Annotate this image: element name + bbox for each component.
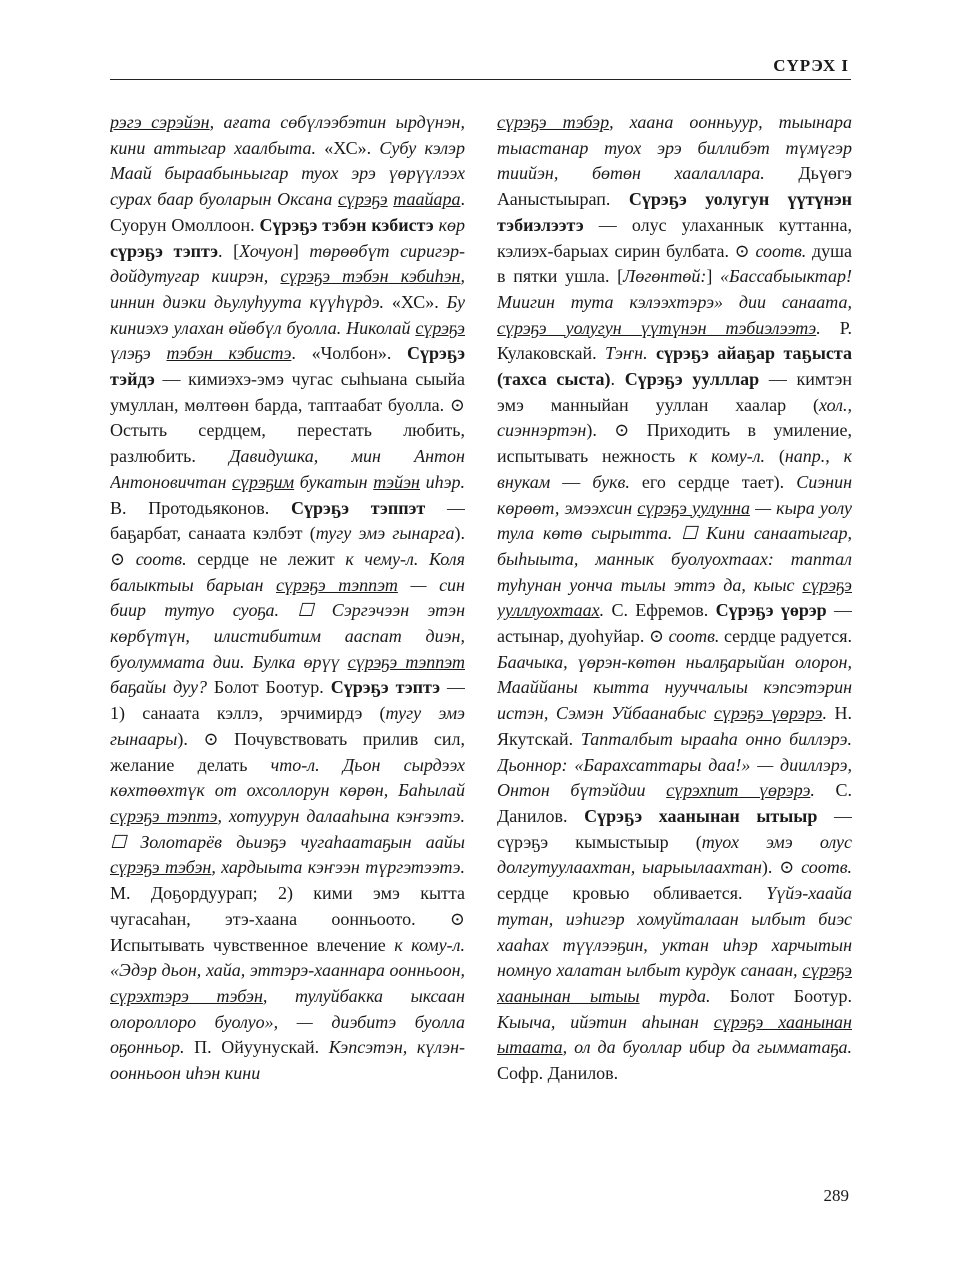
headword: Сүрэҕэ тэптэ bbox=[330, 677, 441, 698]
text-run: төрөөбүт сиригэр-дойдутугар киирэн, bbox=[110, 240, 465, 287]
headword: Сүрэҕэ тэбэн кэбистэ bbox=[259, 214, 434, 235]
text-run: Тэҥн. bbox=[605, 343, 656, 364]
example-phrase: сүрэҕэ уулунна bbox=[637, 497, 750, 518]
text-run: соотв. bbox=[135, 548, 187, 569]
text-run: ). ⊙ bbox=[110, 523, 465, 569]
text-run: букв. bbox=[592, 471, 630, 492]
text-run: . Суорун Омоллоон. bbox=[110, 189, 465, 235]
page-number: 289 bbox=[823, 1186, 849, 1205]
example-phrase: таайара bbox=[393, 189, 461, 210]
text-run: «ХС». bbox=[324, 137, 380, 158]
text-run: көр bbox=[433, 214, 465, 235]
example-phrase: тэйэн bbox=[373, 471, 420, 492]
text-run: Бу киниэхэ улахан өйөбүл буолла. Николай bbox=[110, 291, 465, 338]
example-phrase: рэгэ сэрэйэн bbox=[110, 112, 210, 132]
text-run: его сердце тает). bbox=[629, 471, 797, 492]
text-run: соотв. bbox=[668, 626, 720, 647]
text-run: . bbox=[810, 780, 836, 801]
text-run: напр., к внукам bbox=[497, 446, 852, 492]
text-run: П. Ойуунускай. bbox=[194, 1037, 329, 1058]
text-run: соотв. bbox=[755, 240, 807, 261]
text-run: соотв. bbox=[801, 857, 852, 878]
text-run: иһэр. bbox=[420, 471, 465, 492]
right-column-text bbox=[497, 110, 852, 1087]
text-run: сердце не лежит bbox=[186, 548, 346, 569]
text-run: Сиэнин көрөөт, эмээхсин bbox=[497, 471, 852, 518]
example-phrase: сүрэҕэ bbox=[338, 189, 388, 210]
example-phrase: сүрэҕэ уолугун үүтүнэн тэбиэлээтэ bbox=[497, 317, 817, 338]
text-run: Кыыча, ийэтин аһынан bbox=[497, 1011, 714, 1032]
headword: сүрэҕэ тэптэ bbox=[110, 240, 219, 261]
text-run: — кимтэн эмэ манныйан ууллан хаалар ( bbox=[497, 369, 852, 415]
headword: Сүрэҕэ уолугун үүтүнэн тэбиэлээтэ bbox=[497, 189, 852, 235]
example-phrase: сүрэҕэ тэптэ bbox=[110, 805, 218, 826]
text-run: — олус улаханнык куттанна, кэлиэх-барыах сирин булбата. ⊙ bbox=[497, 214, 852, 261]
text-run: тугу эмэ гынаары bbox=[110, 703, 465, 749]
text-run: — кимиэхэ-эмэ чугас сыһыана сыыйа умуллан, мөлтөөн барда, таптаабат буолла. ⊙ Остыть сердцем, перестать любить, разлюбить. bbox=[110, 369, 465, 467]
headword: Сүрэҕэ үөрэр bbox=[715, 600, 827, 621]
text-run: хол., сиэннэртэн bbox=[497, 394, 852, 441]
text-run: Кэпсэтэн, күлэн-оонньоон иһэн кини bbox=[110, 1037, 465, 1084]
text-run: сердце кровью обливается. bbox=[497, 883, 767, 904]
text-run: Софр. Данилов. bbox=[497, 1063, 619, 1084]
example-phrase: сүрэҕэ тэппэт bbox=[276, 574, 398, 595]
text-run: к кому-л. bbox=[688, 446, 766, 467]
right-column bbox=[497, 110, 852, 1175]
text-run: — bbox=[550, 471, 593, 492]
text-run: Лөгөнтөй: bbox=[623, 266, 707, 287]
example-phrase: сүрэҕэ тэппэт bbox=[347, 651, 465, 672]
text-run: , ағата сөбүлээбэтин ырдүнэн, кини аттыгар хаалбыта. bbox=[110, 112, 465, 158]
text-run: букатын bbox=[294, 471, 374, 492]
text-run: В. Протодьяконов. bbox=[110, 497, 292, 518]
text-run: Давидушка, мин Антон Антоновичтан bbox=[110, 446, 465, 492]
text-run: к кому-л. «Эдэр дьон, хайа, эттэрэ-хааннара оонньоон, bbox=[110, 934, 465, 981]
text-run: Хочуон bbox=[239, 240, 293, 261]
text-run: турда. bbox=[639, 985, 730, 1006]
text-run: Болот Боотур. bbox=[213, 677, 331, 698]
text-run: ( bbox=[765, 446, 785, 467]
text-run: Н. Якутскай. bbox=[497, 703, 852, 749]
example-phrase: сүрэҕэ уулллуохтаах bbox=[497, 574, 852, 621]
example-phrase: сүрэҕэ тэбэн bbox=[110, 857, 212, 878]
text-run: Тапталбыт ырааһа онно биллэрэ. Дьоннор: «Барахсаттары даа!» — дииллэрэ, Онтон бүтэйдии bbox=[497, 728, 852, 801]
text-run: — баҕарбат, санаата кэлбэт ( bbox=[110, 497, 465, 544]
text-run: Үүйэ-хаайа тутан, иэһигэр хомуйталаан ылбыт биэс хааһах түүлээҕин, уктан иһэр харчытын номнуо халатан ылбыт курдук санаан, bbox=[497, 883, 852, 981]
text-run: — син биир тутуо суоҕа. ☐ Сэргэчээн этэн көрбүтүн, илистибитим аaспат диэн, буолуммата дии. Булка өрүү bbox=[110, 574, 465, 672]
text-run: Болот Боотур. bbox=[729, 985, 852, 1006]
example-phrase: сүрэҕэ тэбэн кэбиһэн bbox=[280, 266, 461, 287]
text-run: тугу эмэ гынарга bbox=[315, 523, 455, 544]
text-run: ] bbox=[292, 240, 310, 261]
text-run: . [ bbox=[218, 240, 240, 261]
headword: сүрэҕэ айаҕар таҕыста (тахса сыста) bbox=[497, 343, 852, 390]
text-run: , хаана оонньуур, тыынара тыастанар туох эрэ биллибэт түмүгэр тиийэн, бөтөн хаалаллара. bbox=[497, 112, 852, 184]
text-run: С. Данилов. bbox=[497, 780, 852, 826]
text-run: , хотуурун далааһына кэҥээтэ. ☐ Золотарёв дьиэҕэ чугаһаатаҕын аайы bbox=[110, 805, 465, 852]
example-phrase: сүрэҕэ bbox=[415, 317, 465, 338]
text-run: үлэҕэ bbox=[110, 343, 167, 364]
text-run: баҕайы дуу? bbox=[110, 677, 214, 698]
text-run: . bbox=[610, 369, 625, 390]
headword: Сүрэҕэ уулллар bbox=[624, 369, 760, 390]
example-phrase: сүрэҕэ үөрэрэ bbox=[713, 703, 823, 724]
text-run: ] bbox=[706, 266, 721, 287]
text-run: Дьүөгэ Ааныстыырап. bbox=[497, 163, 852, 210]
text-run: — астынар, дуоһуйар. ⊙ bbox=[497, 600, 852, 647]
example-phrase: сүрэхпит үөрэрэ bbox=[666, 780, 811, 801]
text-run: — кыра уолу тула көтө сырытта. ☐ Кини санаатыгар, быһыыта, маннык буолуохтаах: таптал туһунан уонча тылы эттэ да, кыыс bbox=[497, 497, 852, 595]
text-run: . bbox=[816, 317, 840, 338]
text-run: сердце радуется. bbox=[719, 626, 852, 647]
example-phrase: сүрэҕим bbox=[231, 471, 295, 492]
headword: Сүрэҕэ тэппэт bbox=[291, 497, 426, 518]
text-run: — сүрэҕэ кымыстыыр ( bbox=[497, 805, 852, 852]
left-column-text bbox=[110, 110, 465, 1087]
text-run: «ХС». bbox=[391, 291, 447, 312]
text-run: М. Доҕордуурап; 2) кими эмэ кытта чугасаһан, этэ-хаана оонньоото. ⊙ Испытывать чувственное влечение bbox=[110, 883, 465, 955]
left-column bbox=[110, 110, 465, 1175]
text-run: к чему-л. Коля балыктыы барыан bbox=[110, 548, 465, 595]
text-run: что-л. Дьон сырдээх көхтөөхтүк от охсоллорун көрөн, Баһылай bbox=[110, 754, 465, 801]
example-phrase: сүрэҕэ тэбэр bbox=[497, 112, 610, 132]
text-run: . bbox=[822, 703, 835, 724]
text-run: Субу кэлэр Маай быраабыньыгар туох эрэ үөрүүлээх сурах баар буоларын Оксана bbox=[110, 137, 465, 210]
text-run: Баачыка, үөрэн-көтөн ньалҕарыйан олорон, Мааййаны кытта нууччалыы кэпсэтэрин истэн, Сэмэн Уйбаанабыс bbox=[497, 651, 852, 724]
text-run: — 1) санаата кэллэ, эрчимирдэ ( bbox=[110, 677, 465, 724]
text-run: ). ⊙ Приходить в умиление, испытывать нежность bbox=[497, 420, 852, 467]
text-run: , тулуйбакка ыксаан олороллоро буолуо», — диэбитэ буолла оҕонньор. bbox=[110, 985, 465, 1058]
text-run: , ол да буоллар ибир да гымматаҕа. bbox=[562, 1037, 852, 1058]
text-run: . «Чолбон». bbox=[291, 343, 408, 364]
example-phrase: тэбэн кэбистэ bbox=[166, 343, 292, 364]
header-divider bbox=[110, 79, 851, 80]
text-run: , хардыыта кэҥээн түргэтээтэ. bbox=[211, 857, 465, 878]
text-run: С. Ефремов. bbox=[611, 600, 716, 621]
text-run: . bbox=[599, 600, 612, 621]
text-run: ). ⊙ Почувствовать прилив сил, желание делать bbox=[110, 728, 465, 775]
text-run: , иннин диэки дьулуһуута күүһүрдэ. bbox=[110, 266, 465, 312]
text-run: туох эмэ олус долгутуулаахтан, ыарыылаахтан bbox=[497, 831, 852, 878]
headword: Сүрэҕэ тэйдэ bbox=[110, 343, 465, 390]
text-run: ). ⊙ bbox=[761, 857, 802, 878]
text-run: «Бассабыыктар! Миигин тута кэлээхтэрэ» дии санаата, bbox=[497, 266, 852, 312]
headword: Сүрэҕэ хаанынан ытыыр bbox=[584, 805, 818, 826]
example-phrase: сүрэҕэ хаанынан ытаата bbox=[497, 1011, 852, 1058]
example-phrase: сүрэхтэрэ тэбэн bbox=[110, 985, 263, 1006]
text-run: Р. Кулаковскай. bbox=[497, 317, 852, 364]
example-phrase: сүрэҕэ хаанынан ытыы bbox=[497, 960, 852, 1006]
text-run: душа в пятки ушла. [ bbox=[497, 240, 852, 287]
page-running-head: СҮРЭХ I bbox=[773, 56, 849, 75]
